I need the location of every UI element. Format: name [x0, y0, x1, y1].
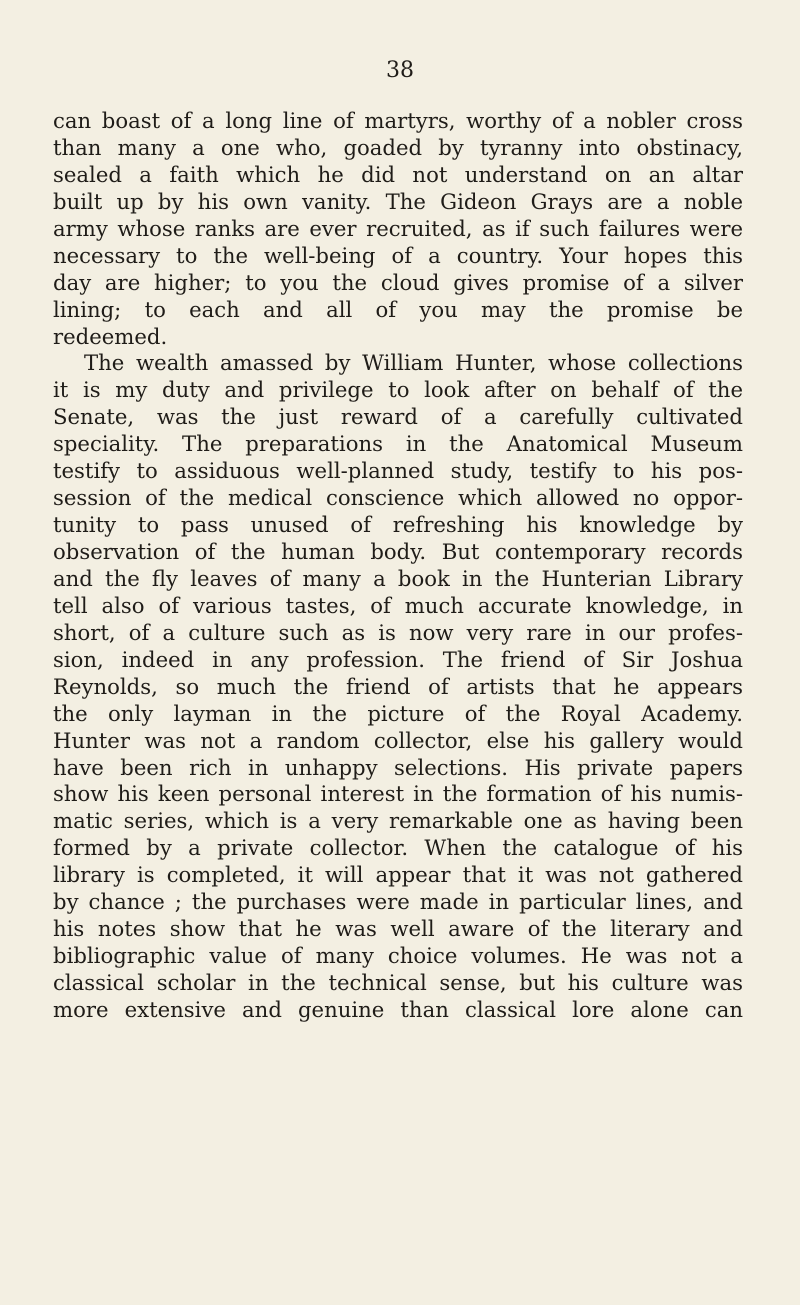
text-line: necessary to the well-being of a country. Your hopes this: [53, 242, 743, 268]
text-line: more extensive and genuine than classical lore alone can: [53, 996, 743, 1022]
paragraph-start-line: The wealth amassed by William Hunter, whose collections: [84, 350, 743, 376]
text-line: Hunter was not a random collector, else his gallery would: [53, 727, 743, 753]
text-line: day are higher; to you the cloud gives promise of a silver: [53, 269, 743, 295]
text-line: lining; to each and all of you may the promise be: [53, 296, 743, 322]
text-line: the only layman in the picture of the Royal Academy.: [53, 700, 743, 726]
text-line: sion, indeed in any profession. The friend of Sir Joshua: [53, 646, 743, 672]
text-line: by chance ; the purchases were made in particular lines, and: [53, 889, 743, 915]
text-line: Reynolds, so much the friend of artists that he appears: [53, 673, 743, 699]
body-text: [53, 108, 743, 1024]
text-line: classical scholar in the technical sense, but his culture was: [53, 970, 743, 995]
text-line: and the fly leaves of many a book in the Hunterian Library: [53, 565, 743, 591]
text-line: Senate, was the just reward of a carefully cultivated: [53, 404, 743, 430]
text-line: redeemed.: [53, 323, 168, 349]
text-line: library is completed, it will appear that it was not gathered: [53, 862, 743, 888]
text-line: tunity to pass unused of refreshing his knowledge by: [53, 512, 743, 538]
text-line: short, of a culture such as is now very rare in our profes-: [53, 619, 743, 645]
text-line: army whose ranks are ever recruited, as if such failures were: [53, 215, 743, 241]
text-line: than many a one who, goaded by tyranny into obstinacy,: [53, 134, 743, 160]
text-line: his notes show that he was well aware of the literary and: [53, 916, 743, 942]
text-line: it is my duty and privilege to look after on behalf of the: [53, 377, 743, 403]
text-line: tell also of various tastes, of much accurate knowledge, in: [53, 592, 743, 618]
text-line: can boast of a long line of martyrs, worthy of a nobler cross: [53, 108, 743, 133]
text-line: observation of the human body. But contemporary records: [53, 539, 743, 564]
text-line: formed by a private collector. When the catalogue of his: [53, 835, 743, 861]
page-number: 38: [386, 58, 414, 83]
text-line: sealed a faith which he did not understand on an altar: [53, 161, 743, 187]
text-line: bibliographic value of many choice volumes. He was not a: [53, 943, 743, 969]
text-line: speciality. The preparations in the Anatomical Museum: [53, 431, 743, 457]
text-line: matic series, which is a very remarkable one as having been: [53, 808, 743, 834]
text-line: show his keen personal interest in the formation of his numis-: [53, 781, 743, 807]
text-line: testify to assiduous well-planned study, testify to his pos-: [53, 458, 743, 484]
text-line: have been rich in unhappy selections. His private papers: [53, 754, 743, 780]
text-line: session of the medical conscience which allowed no oppor-: [53, 485, 743, 511]
text-line: built up by his own vanity. The Gideon Grays are a noble: [53, 188, 743, 214]
